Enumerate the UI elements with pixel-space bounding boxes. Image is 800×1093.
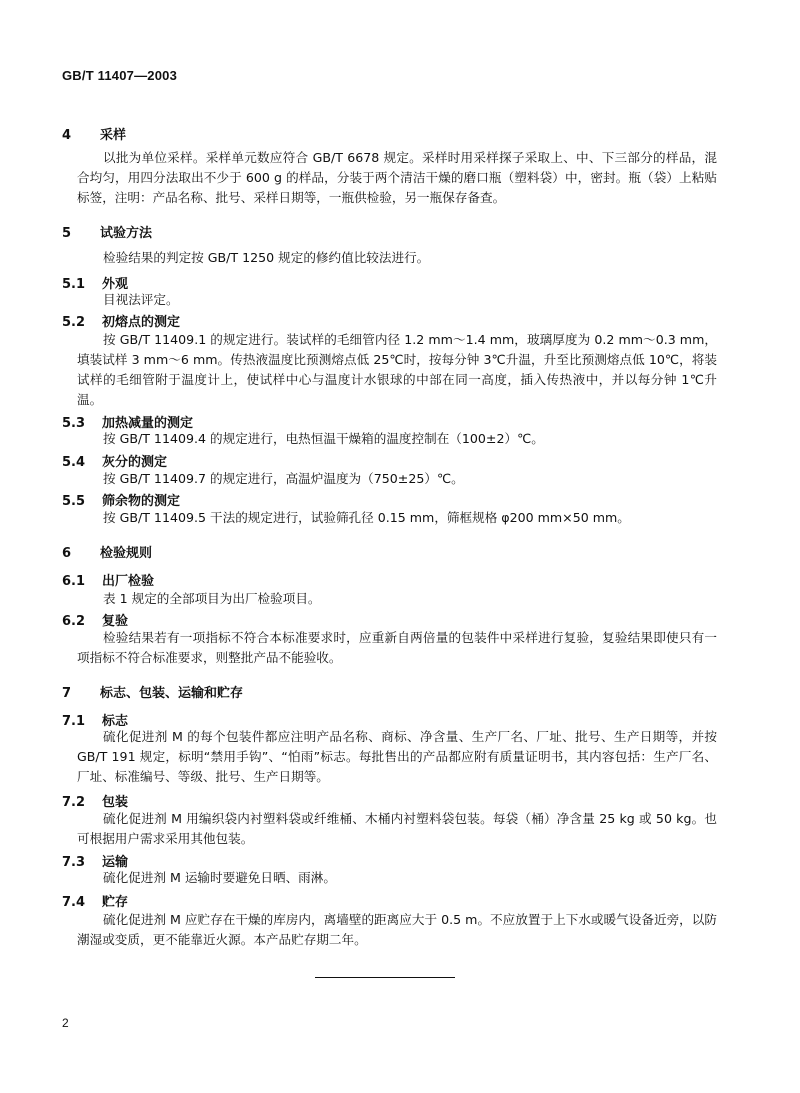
section-7-3-paragraph: 硫化促进剂 M 运输时要避免日晒、雨淋。 bbox=[103, 870, 336, 885]
subsection-number: 7.1 bbox=[62, 714, 86, 729]
subsection-title: 标志 bbox=[102, 714, 129, 729]
section-title: 试验方法 bbox=[100, 226, 153, 241]
subsection-title: 运输 bbox=[102, 855, 129, 870]
section-5-4-paragraph: 按 GB/T 11409.7 的规定进行，高温炉温度为（750±25）℃。 bbox=[103, 471, 464, 486]
section-6-heading bbox=[62, 542, 152, 561]
section-number: 5 bbox=[62, 226, 72, 241]
subsection-title: 复验 bbox=[102, 614, 129, 629]
section-title: 检验规则 bbox=[100, 546, 153, 561]
section-title: 标志、包装、运输和贮存 bbox=[100, 686, 244, 701]
section-5-paragraph: 检验结果的判定按 GB/T 1250 规定的修约值比较法进行。 bbox=[103, 250, 430, 265]
section-number: 7 bbox=[62, 686, 72, 701]
page-number: 2 bbox=[62, 1016, 69, 1030]
standard-number-header: GB/T 11407—2003 bbox=[62, 68, 178, 83]
subsection-number: 5.5 bbox=[62, 494, 86, 509]
section-5-5-heading bbox=[62, 490, 180, 509]
section-7-4-heading bbox=[62, 891, 128, 910]
section-5-1-paragraph: 目视法评定。 bbox=[103, 292, 179, 307]
section-5-2-paragraph: 按 GB/T 11409.1 的规定进行。装试样的毛细管内径 1.2 mm～1.4 mm，玻璃厚度为 0.2 mm～0.3 mm，填装试样 3 mm～6 mm。传热液温度比预测熔点低 25℃时，按每分钟 3℃升温，升至比预测熔点低 10℃，将装试样的毛细管附于温度计上，使试样中心与温度计水银球的中部在同一高度，插入传热液中，并以每分钟 1℃升温。 bbox=[77, 332, 717, 407]
subsection-title: 外观 bbox=[102, 277, 129, 292]
subsection-number: 5.1 bbox=[62, 277, 86, 292]
subsection-title: 出厂检验 bbox=[102, 574, 155, 589]
section-5-heading bbox=[62, 222, 152, 241]
section-6-1-heading bbox=[62, 570, 154, 589]
section-6-1-paragraph: 表 1 规定的全部项目为出厂检验项目。 bbox=[103, 591, 321, 606]
subsection-title: 包装 bbox=[102, 795, 129, 810]
subsection-title: 灰分的测定 bbox=[102, 455, 168, 470]
section-5-5-paragraph: 按 GB/T 11409.5 干法的规定进行，试验筛孔径 0.15 mm，筛框规格 φ200 mm×50 mm。 bbox=[103, 510, 630, 525]
section-5-4-heading bbox=[62, 451, 167, 470]
subsection-number: 7.4 bbox=[62, 895, 86, 910]
section-7-heading bbox=[62, 682, 243, 701]
section-4-heading bbox=[62, 124, 126, 143]
subsection-title: 初熔点的测定 bbox=[102, 315, 181, 330]
subsection-number: 7.2 bbox=[62, 795, 86, 810]
section-6-2-paragraph: 检验结果若有一项指标不符合本标准要求时，应重新自两倍量的包装件中采样进行复验，复验结果即使只有一项指标不符合标准要求，则整批产品不能验收。 bbox=[77, 630, 717, 665]
section-5-2-heading bbox=[62, 311, 180, 330]
subsection-number: 7.3 bbox=[62, 855, 86, 870]
subsection-title: 筛余物的测定 bbox=[102, 494, 181, 509]
subsection-number: 5.3 bbox=[62, 416, 86, 431]
subsection-number: 6.1 bbox=[62, 574, 86, 589]
subsection-number: 5.4 bbox=[62, 455, 86, 470]
subsection-number: 6.2 bbox=[62, 614, 86, 629]
section-number: 6 bbox=[62, 546, 72, 561]
section-6-2-heading bbox=[62, 610, 128, 629]
section-number: 4 bbox=[62, 128, 72, 143]
section-7-1-paragraph: 硫化促进剂 M 的每个包装件都应注明产品名称、商标、净含量、生产厂名、厂址、批号、生产日期等，并按 GB/T 191 规定，标明“禁用手钩”、“怕雨”标志。每批售出的产品都应附有质量证明书，其内容包括：生产厂名、厂址、标准编号、等级、批号、生产日期等。 bbox=[77, 729, 717, 784]
section-5-3-paragraph: 按 GB/T 11409.4 的规定进行，电热恒温干燥箱的温度控制在（100±2）℃。 bbox=[103, 431, 544, 446]
section-7-2-heading bbox=[62, 791, 128, 810]
section-7-2-paragraph: 硫化促进剂 M 用编织袋内衬塑料袋或纤维桶、木桶内衬塑料袋包装。每袋（桶）净含量 25 kg 或 50 kg。也可根据用户需求采用其他包装。 bbox=[77, 811, 717, 846]
subsection-title: 加热减量的测定 bbox=[102, 416, 194, 431]
end-of-document-rule bbox=[315, 977, 455, 978]
section-4-paragraph: 以批为单位采样。采样单元数应符合 GB/T 6678 规定。采样时用采样探子采取上、中、下三部分的样品，混合均匀，用四分法取出不少于 600 g 的样品，分装于两个清洁干燥的磨口瓶（塑料袋）中，密封。瓶（袋）上粘贴标签，注明：产品名称、批号、采样日期等，一瓶供检验，另一瓶保存备查。 bbox=[77, 150, 717, 205]
subsection-number: 5.2 bbox=[62, 315, 86, 330]
subsection-title: 贮存 bbox=[102, 895, 129, 910]
section-7-4-paragraph: 硫化促进剂 M 应贮存在干燥的库房内，离墙壁的距离应大于 0.5 m。不应放置于上下水或暖气设备近旁，以防潮湿或变质，更不能靠近火源。本产品贮存期二年。 bbox=[77, 912, 717, 947]
section-title: 采样 bbox=[100, 128, 127, 143]
